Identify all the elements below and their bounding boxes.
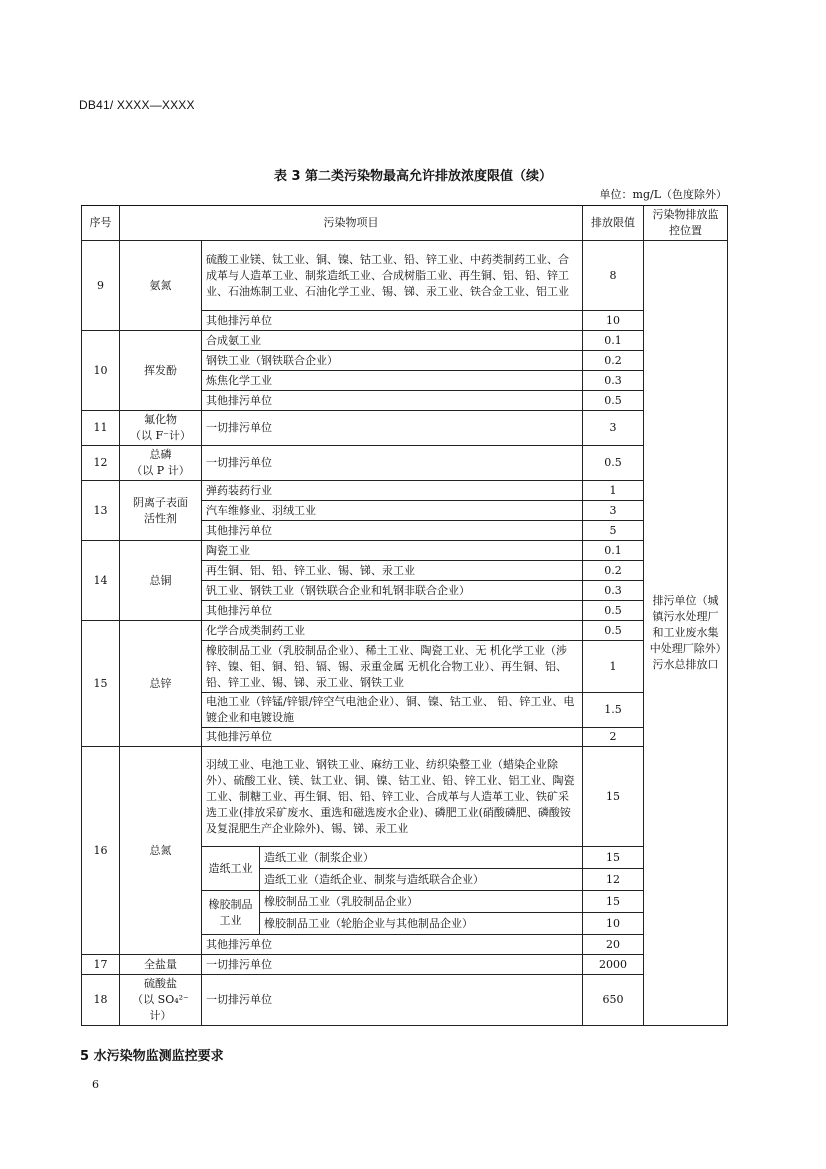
limit-value: 0.3: [583, 371, 644, 391]
limit-value: 5: [583, 521, 644, 541]
limit-value: 0.1: [583, 331, 644, 351]
row-no: 15: [82, 621, 120, 747]
industry-group-line2: 工业: [219, 913, 242, 927]
row-no: 11: [82, 411, 120, 446]
row-no: 9: [82, 241, 120, 331]
limit-value: 3: [583, 501, 644, 521]
limit-value: 1.5: [583, 693, 644, 728]
limit-value: 8: [583, 241, 644, 311]
limit-value: 15: [583, 747, 644, 847]
source-desc: 羽绒工业、电池工业、钢铁工业、麻纺工业、纺织染整工业（蜡染企业除外）、硫酸工业、镁、钛工业、铜、镍、钴工业、铅、锌工业、铝工业、陶瓷工业、制糖工业、再生铜、铝、铅、锌工业、合成革与人造革工业、铁矿采选工业(排放采矿废水、重选和磁选废水企业)、磷肥工业(硝酸磷肥、磷酸铵及复混肥生产企业除外)、锡、锑、汞工业: [202, 747, 583, 847]
row-no: 16: [82, 747, 120, 955]
table-row: [82, 241, 728, 311]
table-row: [82, 975, 728, 1026]
source-desc: 炼焦化学工业: [202, 371, 583, 391]
table-row: [82, 481, 728, 501]
source-desc: 橡胶制品工业（乳胶制品企业）、稀土工业、陶瓷工业、无 机化学工业（涉锌、镍、钼、铜、铅、镉、锡、汞重金属 无机化合物工业）、再生铜、铝、铅、锌工业、锡、锑、汞工业、钢铁工业: [202, 641, 583, 693]
limit-value: 3: [583, 411, 644, 446]
source-desc: 其他排污单位: [202, 521, 583, 541]
source-desc: 硫酸工业镁、钛工业、铜、镍、钴工业、铅、锌工业、中药类制药工业、合成革与人造革工业、制浆造纸工业、合成树脂工业、再生铜、铝、铅、锌工业、石油炼制工业、石油化学工业、锡、锑、汞工业、铁合金工业、铝工业: [202, 241, 583, 311]
limit-value: 15: [583, 847, 644, 869]
header-location: 污染物排放监控位置: [644, 206, 728, 241]
header-item: 污染物项目: [120, 206, 583, 241]
source-desc: 其他排污单位: [202, 391, 583, 411]
pollutant-name-line2: （以 P 计）: [131, 464, 190, 477]
table-row: [82, 446, 728, 481]
pollutant-name: [120, 975, 202, 1026]
source-desc: 汽车维修业、羽绒工业: [202, 501, 583, 521]
industry-group-line1: 橡胶制品: [208, 897, 253, 911]
source-desc: 一切排污单位: [202, 975, 583, 1026]
pollutant-name-line3: 计）: [149, 1009, 172, 1022]
table-row: [82, 331, 728, 351]
pollutant-name-line1: 硫酸盐: [144, 977, 177, 990]
pollutant-name: 总锌: [120, 621, 202, 747]
limit-value: 2000: [583, 955, 644, 975]
source-desc: 钒工业、钢铁工业（钢铁联合企业和轧钢非联合企业）: [202, 581, 583, 601]
limit-value: 0.2: [583, 561, 644, 581]
table-row: [82, 411, 728, 446]
limit-value: 10: [583, 913, 644, 935]
source-desc: 造纸工业（造纸企业、制浆与造纸联合企业）: [260, 869, 583, 891]
pollutant-name: [120, 446, 202, 481]
header-limit: 排放限值: [583, 206, 644, 241]
pollutant-limit-table: [81, 205, 728, 1026]
source-desc: 橡胶制品工业（轮胎企业与其他制品企业）: [260, 913, 583, 935]
section-heading: 5 水污染物监测监控要求: [80, 1049, 224, 1064]
industry-group: 造纸工业: [202, 847, 260, 891]
pollutant-name-line2: （以 F⁻计）: [130, 429, 191, 442]
source-desc: 陶瓷工业: [202, 541, 583, 561]
limit-value: 12: [583, 869, 644, 891]
pollutant-name-line1: 氟化物: [144, 413, 177, 426]
pollutant-name: [120, 481, 202, 541]
row-no: 18: [82, 975, 120, 1026]
source-desc: 合成氨工业: [202, 331, 583, 351]
table-title: 表 3 第二类污染物最高允许排放浓度限值（续）: [273, 169, 553, 184]
table-row: [82, 955, 728, 975]
header-no: 序号: [82, 206, 120, 241]
pollutant-name: [120, 411, 202, 446]
limit-value: 2: [583, 728, 644, 747]
limit-value: 10: [583, 311, 644, 331]
pollutant-name: 挥发酚: [120, 331, 202, 411]
source-desc: 一切排污单位: [202, 446, 583, 481]
row-no: 12: [82, 446, 120, 481]
source-desc: 一切排污单位: [202, 955, 583, 975]
monitoring-location: 排污单位（城镇污水处理厂和工业废水集中处理厂除外）污水总排放口: [644, 241, 728, 1026]
limit-value: 0.5: [583, 601, 644, 621]
limit-value: 0.3: [583, 581, 644, 601]
table-row: [82, 541, 728, 561]
source-desc: 电池工业（锌锰/锌银/锌空气电池企业）、铜、镍、钴工业、 铅、锌工业、电镀企业和电镀设施: [202, 693, 583, 728]
limit-value: 20: [583, 935, 644, 955]
pollutant-name: 总氮: [120, 747, 202, 955]
row-no: 10: [82, 331, 120, 411]
limit-value: 0.1: [583, 541, 644, 561]
pollutant-name: 全盐量: [120, 955, 202, 975]
source-desc: 弹药装药行业: [202, 481, 583, 501]
limit-value: 0.5: [583, 446, 644, 481]
table-row: [82, 747, 728, 847]
source-desc: 其他排污单位: [202, 728, 583, 747]
limit-value: 1: [583, 641, 644, 693]
pollutant-name: 总铜: [120, 541, 202, 621]
pollutant-name-line1: 总磷: [149, 448, 172, 461]
limit-value: 0.5: [583, 391, 644, 411]
source-desc: 橡胶制品工业（乳胶制品企业）: [260, 891, 583, 913]
source-desc: 其他排污单位: [202, 601, 583, 621]
source-desc: 化学合成类制药工业: [202, 621, 583, 641]
source-desc: 其他排污单位: [202, 935, 583, 955]
limit-value: 15: [583, 891, 644, 913]
source-desc: 一切排污单位: [202, 411, 583, 446]
source-desc: 再生铜、铝、铅、锌工业、锡、锑、汞工业: [202, 561, 583, 581]
page-number: 6: [92, 1078, 99, 1091]
document-code: DB41/ XXXX—XXXX: [79, 98, 195, 112]
limit-value: 650: [583, 975, 644, 1026]
pollutant-name: 氨氮: [120, 241, 202, 331]
limit-value: 1: [583, 481, 644, 501]
pollutant-name-line2: （以 SO₄²⁻: [132, 993, 189, 1006]
row-no: 17: [82, 955, 120, 975]
table-header-row: [82, 206, 728, 241]
limit-value: 0.5: [583, 621, 644, 641]
row-no: 13: [82, 481, 120, 541]
pollutant-name-line1: 阴离子表面: [133, 495, 188, 509]
source-desc: 造纸工业（制浆企业）: [260, 847, 583, 869]
pollutant-name-line2: 活性剂: [144, 511, 177, 525]
limit-value: 0.2: [583, 351, 644, 371]
unit-note: 单位：mg/L（色度除外）: [599, 188, 727, 201]
industry-group: [202, 891, 260, 935]
source-desc: 钢铁工业（钢铁联合企业）: [202, 351, 583, 371]
source-desc: 其他排污单位: [202, 311, 583, 331]
table-row: [82, 621, 728, 641]
row-no: 14: [82, 541, 120, 621]
